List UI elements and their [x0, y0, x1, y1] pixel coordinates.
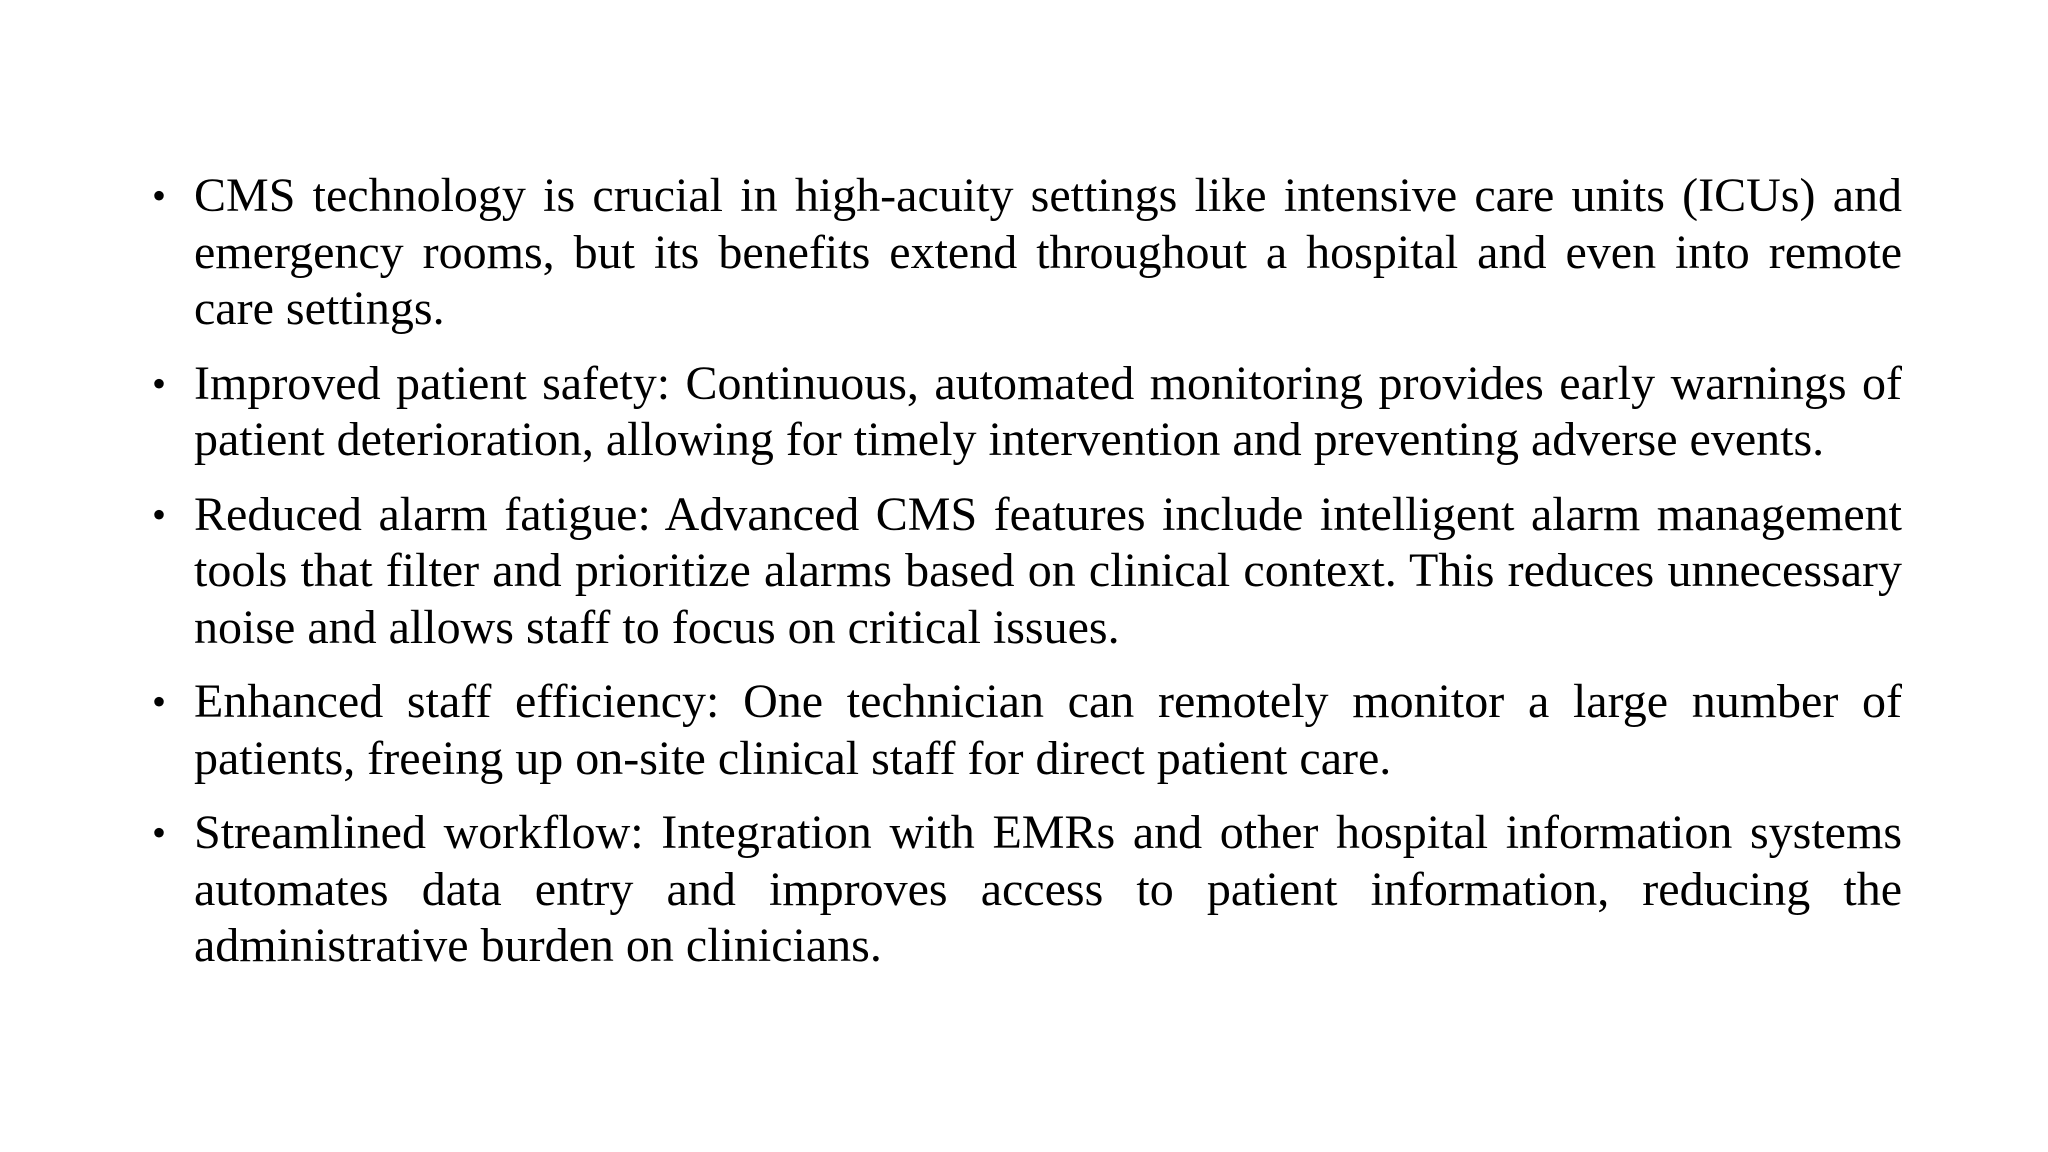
bullet-item-staff-efficiency: [150, 674, 1902, 787]
bullet-text: CMS technology is crucial in high-acuity settings like intensive care units (ICUs) and emergency rooms, but its benefits extend throughout a hospital and even into remote care settings.: [194, 169, 1902, 335]
bullet-text: Enhanced staff efficiency: One technician can remotely monitor a large number of patients, freeing up on-site clinical staff for direct patient care.: [194, 675, 1902, 785]
bullet-icon: •: [152, 491, 167, 537]
bullet-item-patient-safety: [150, 356, 1902, 469]
bullet-icon: •: [152, 679, 167, 724]
bullet-icon: •: [152, 810, 167, 855]
bullet-item-cms-technology: [150, 168, 1902, 338]
bullet-icon: •: [152, 360, 167, 406]
bullet-text: Reduced alarm fatigue: Advanced CMS features include intelligent alarm management tools that filter and prioritize alarms based on clinical context. This reduces unnecessary noise and allows staff to focus on critical issues.: [194, 487, 1902, 654]
bullet-list: [150, 168, 1902, 993]
bullet-item-alarm-fatigue: [150, 487, 1902, 657]
bullet-text: Streamlined workflow: Integration with EMRs and other hospital information systems automates data entry and improves access to patient information, reducing the administrative burden on clinicians.: [194, 806, 1902, 972]
bullet-text: Improved patient safety: Continuous, automated monitoring provides early warnings of patient deterioration, allowing for timely intervention and preventing adverse events.: [194, 356, 1902, 466]
bullet-item-streamlined-workflow: [150, 805, 1902, 975]
bullet-icon: •: [152, 173, 167, 218]
